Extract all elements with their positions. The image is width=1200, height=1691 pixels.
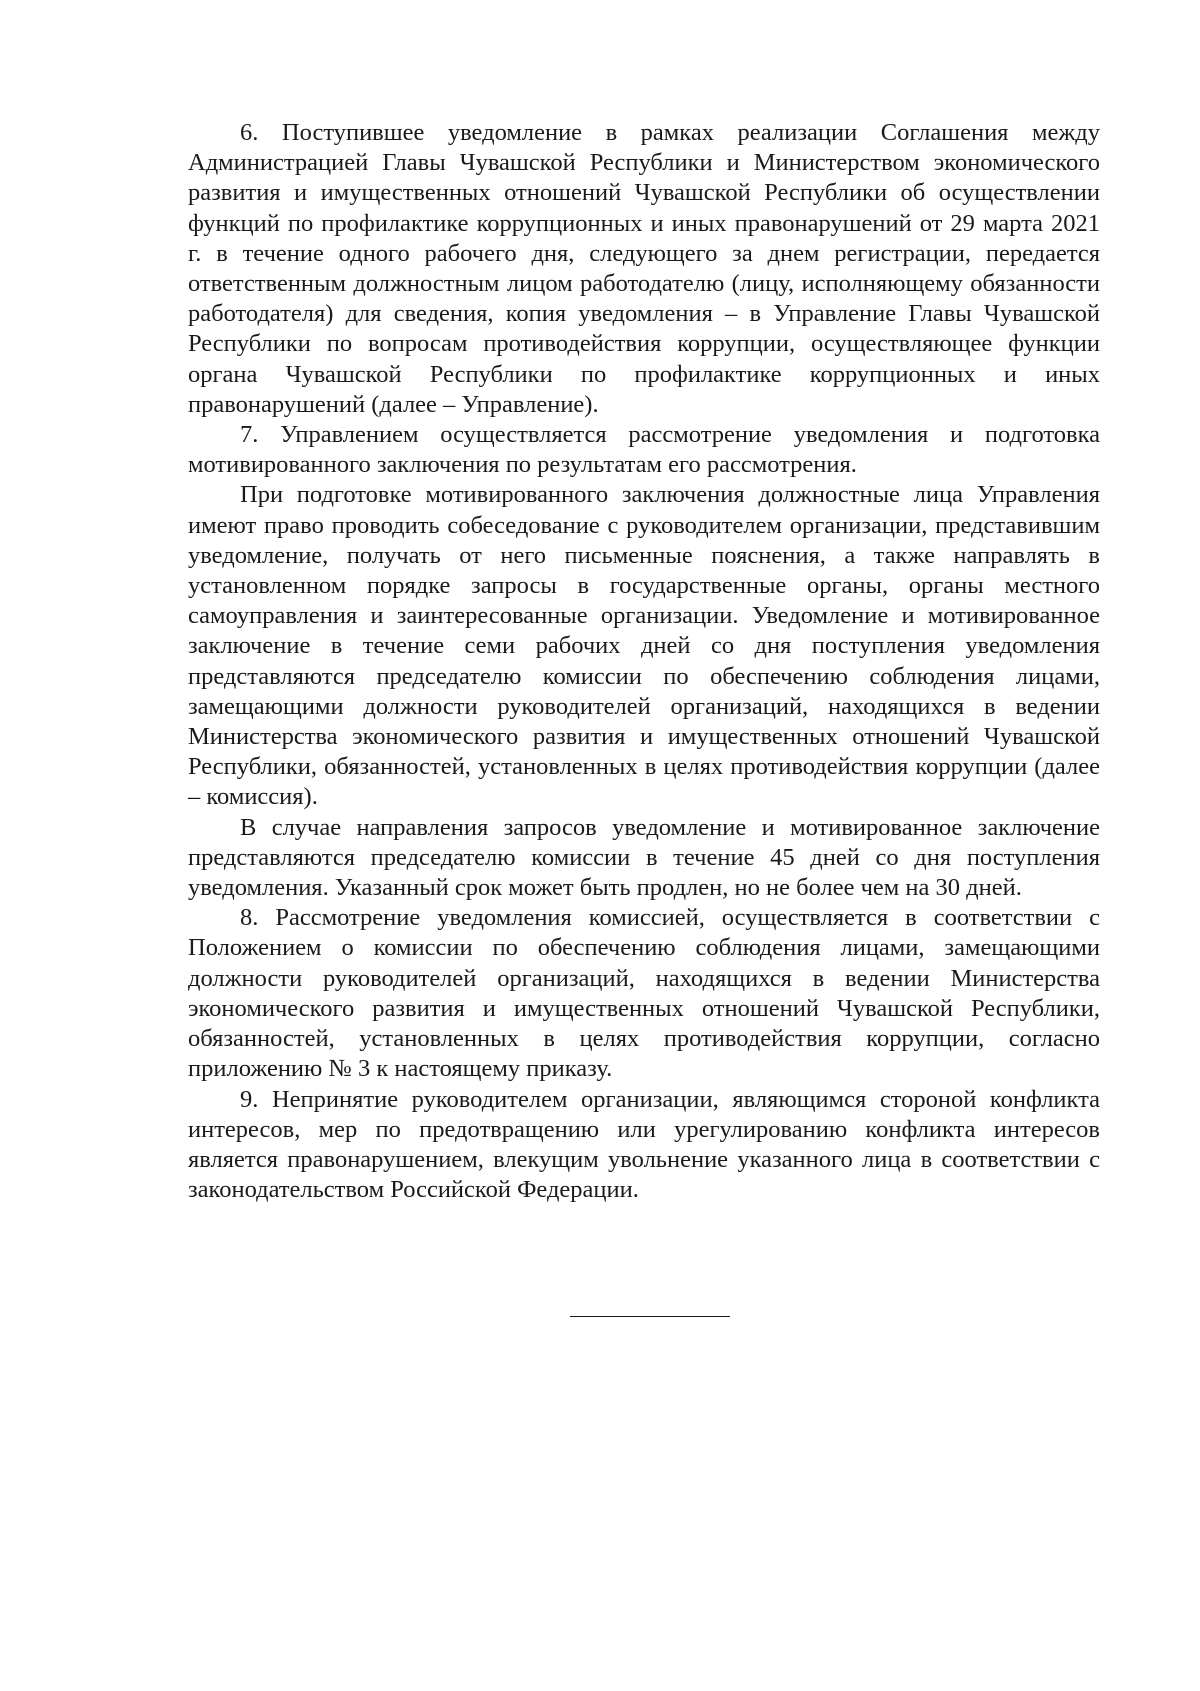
paragraph-9: 9. Непринятие руководителем организации, являющимся стороной конфликта интересов, мер по предотвращению или урегулированию конфликта интересов является правонарушением, влекущим увольнение указанного лица в соответствии с законодательством Российской Федерации. xyxy=(188,1085,1100,1204)
paragraph-7: 7. Управлением осуществляется рассмотрение уведомления и подготовка мотивированного заключения по результатам его рассмотрения. xyxy=(188,421,1100,479)
paragraph-7-preparation: При подготовке мотивированного заключения должностные лица Управления имеют право проводить собеседование с руководителем организации, представившим уведомление, получать от него письменные пояснения, а также направлять в установленном порядке запросы в государственные органы, органы местного самоуправления и заинтересованные организации. Уведомление и мотивированное заключение в течение семи рабочих дней со дня поступления уведомления представляются председателю комиссии по обеспечению соблюдения лицами, замещающими должности руководителей организаций, находящихся в ведении Министерства экономического развития и имущественных отношений Чувашской Республики, обязанностей, установленных в целях противодействия коррупции (далее – комиссия). xyxy=(188,481,1100,811)
paragraph-7-requests: В случае направления запросов уведомление и мотивированное заключение представляются председателю комиссии в течение 45 дней со дня поступления уведомления. Указанный срок может быть продлен, но не более чем на 30 дней. xyxy=(188,813,1100,902)
paragraph-6: 6. Поступившее уведомление в рамках реализации Соглашения между Администрацией Главы Чувашской Республики и Министерством экономического развития и имущественных отношений Чувашской Республики об осуществлении функций по профилактике коррупционных и иных правонарушений от 29 марта 2021 г. в течение одного рабочего дня, следующего за днем регистрации, передается ответственным должностным лицом работодателю (лицу, исполняющему обязанности работодателя) для сведения, копия уведомления – в Управление Главы Чувашской Республики по вопросам противодействия коррупции, осуществляющее функции органа Чувашской Республики по профилактике коррупционных и иных правонарушений (далее – Управление). xyxy=(188,119,1100,418)
document-body xyxy=(188,118,1100,1205)
paragraph-8: 8. Рассмотрение уведомления комиссией, осуществляется в соответствии с Положением о комиссии по обеспечению соблюдения лицами, замещающими должности руководителей организаций, находящихся в ведении Министерства экономического развития и имущественных отношений Чувашской Республики, обязанностей, установленных в целях противодействия коррупции, согласно приложению № 3 к настоящему приказу. xyxy=(188,904,1100,1083)
end-of-document-rule xyxy=(570,1316,730,1317)
